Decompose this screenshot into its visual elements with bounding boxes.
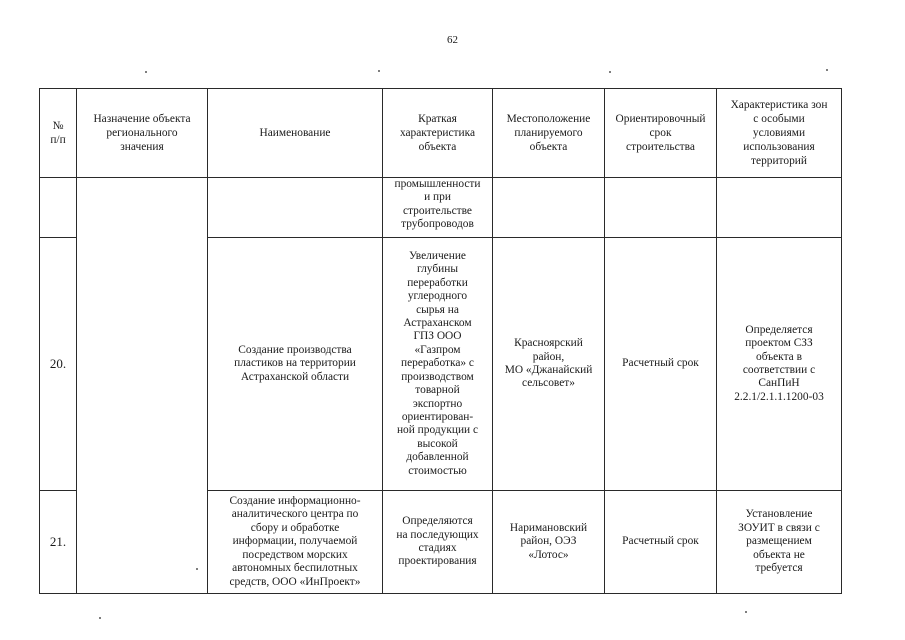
- cell-location: [493, 178, 605, 238]
- scan-speck: [609, 71, 611, 73]
- cell-zones: [717, 178, 842, 238]
- header-characteristic: Краткая характеристика объекта: [383, 89, 493, 178]
- cell-name: Создание информационно- аналитического центра по сбору и обработке информации, получаемой посредством морских автономных беспилотных средств, ООО «ИнПроект»: [208, 491, 383, 594]
- cell-term: [605, 178, 717, 238]
- cell-num: 20.: [40, 238, 77, 491]
- header-name: Наименование: [208, 89, 383, 178]
- scan-speck: [99, 617, 101, 619]
- table-row-continuation: [40, 178, 842, 238]
- page-number: 62: [447, 34, 458, 46]
- cell-characteristic: Определяются на последующих стадиях проектирования: [383, 491, 493, 594]
- regional-objects-table: [39, 88, 842, 594]
- scan-speck: [745, 611, 747, 613]
- scan-speck: [145, 71, 147, 73]
- scan-speck: [826, 69, 828, 71]
- cell-location: Наримановский район, ОЭЗ «Лотос»: [493, 491, 605, 594]
- header-number: № п/п: [40, 89, 77, 178]
- cell-name: [208, 178, 383, 238]
- header-zones: Характеристика зон с особыми условиями использования территорий: [717, 89, 842, 178]
- cell-purpose-merged: [77, 178, 208, 594]
- cell-num: 21.: [40, 491, 77, 594]
- header-location: Местоположение планируемого объекта: [493, 89, 605, 178]
- scan-speck: [378, 70, 380, 72]
- cell-name: Создание производства пластиков на территории Астраханской области: [208, 238, 383, 491]
- cell-num: [40, 178, 77, 238]
- cell-location: Красноярский район, МО «Джанайский сельсовет»: [493, 238, 605, 491]
- cell-term: Расчетный срок: [605, 238, 717, 491]
- cell-zones: Установление ЗОУИТ в связи с размещением объекта не требуется: [717, 491, 842, 594]
- cell-characteristic: Увеличение глубины переработки углеродного сырья на Астраханском ГПЗ ООО «Газпром переработка» с производством товарной экспортно ориентирован- ной продукции с высокой добавленной стоимостью: [383, 238, 493, 491]
- cell-characteristic: промышленности и при строительстве трубопроводов: [383, 178, 493, 238]
- table-header-row: [40, 89, 842, 178]
- header-term: Ориентировочный срок строительства: [605, 89, 717, 178]
- cell-term: Расчетный срок: [605, 491, 717, 594]
- header-purpose: Назначение объекта регионального значения: [77, 89, 208, 178]
- cell-zones: Определяется проектом СЗЗ объекта в соответствии с СанПиН 2.2.1/2.1.1.1200-03: [717, 238, 842, 491]
